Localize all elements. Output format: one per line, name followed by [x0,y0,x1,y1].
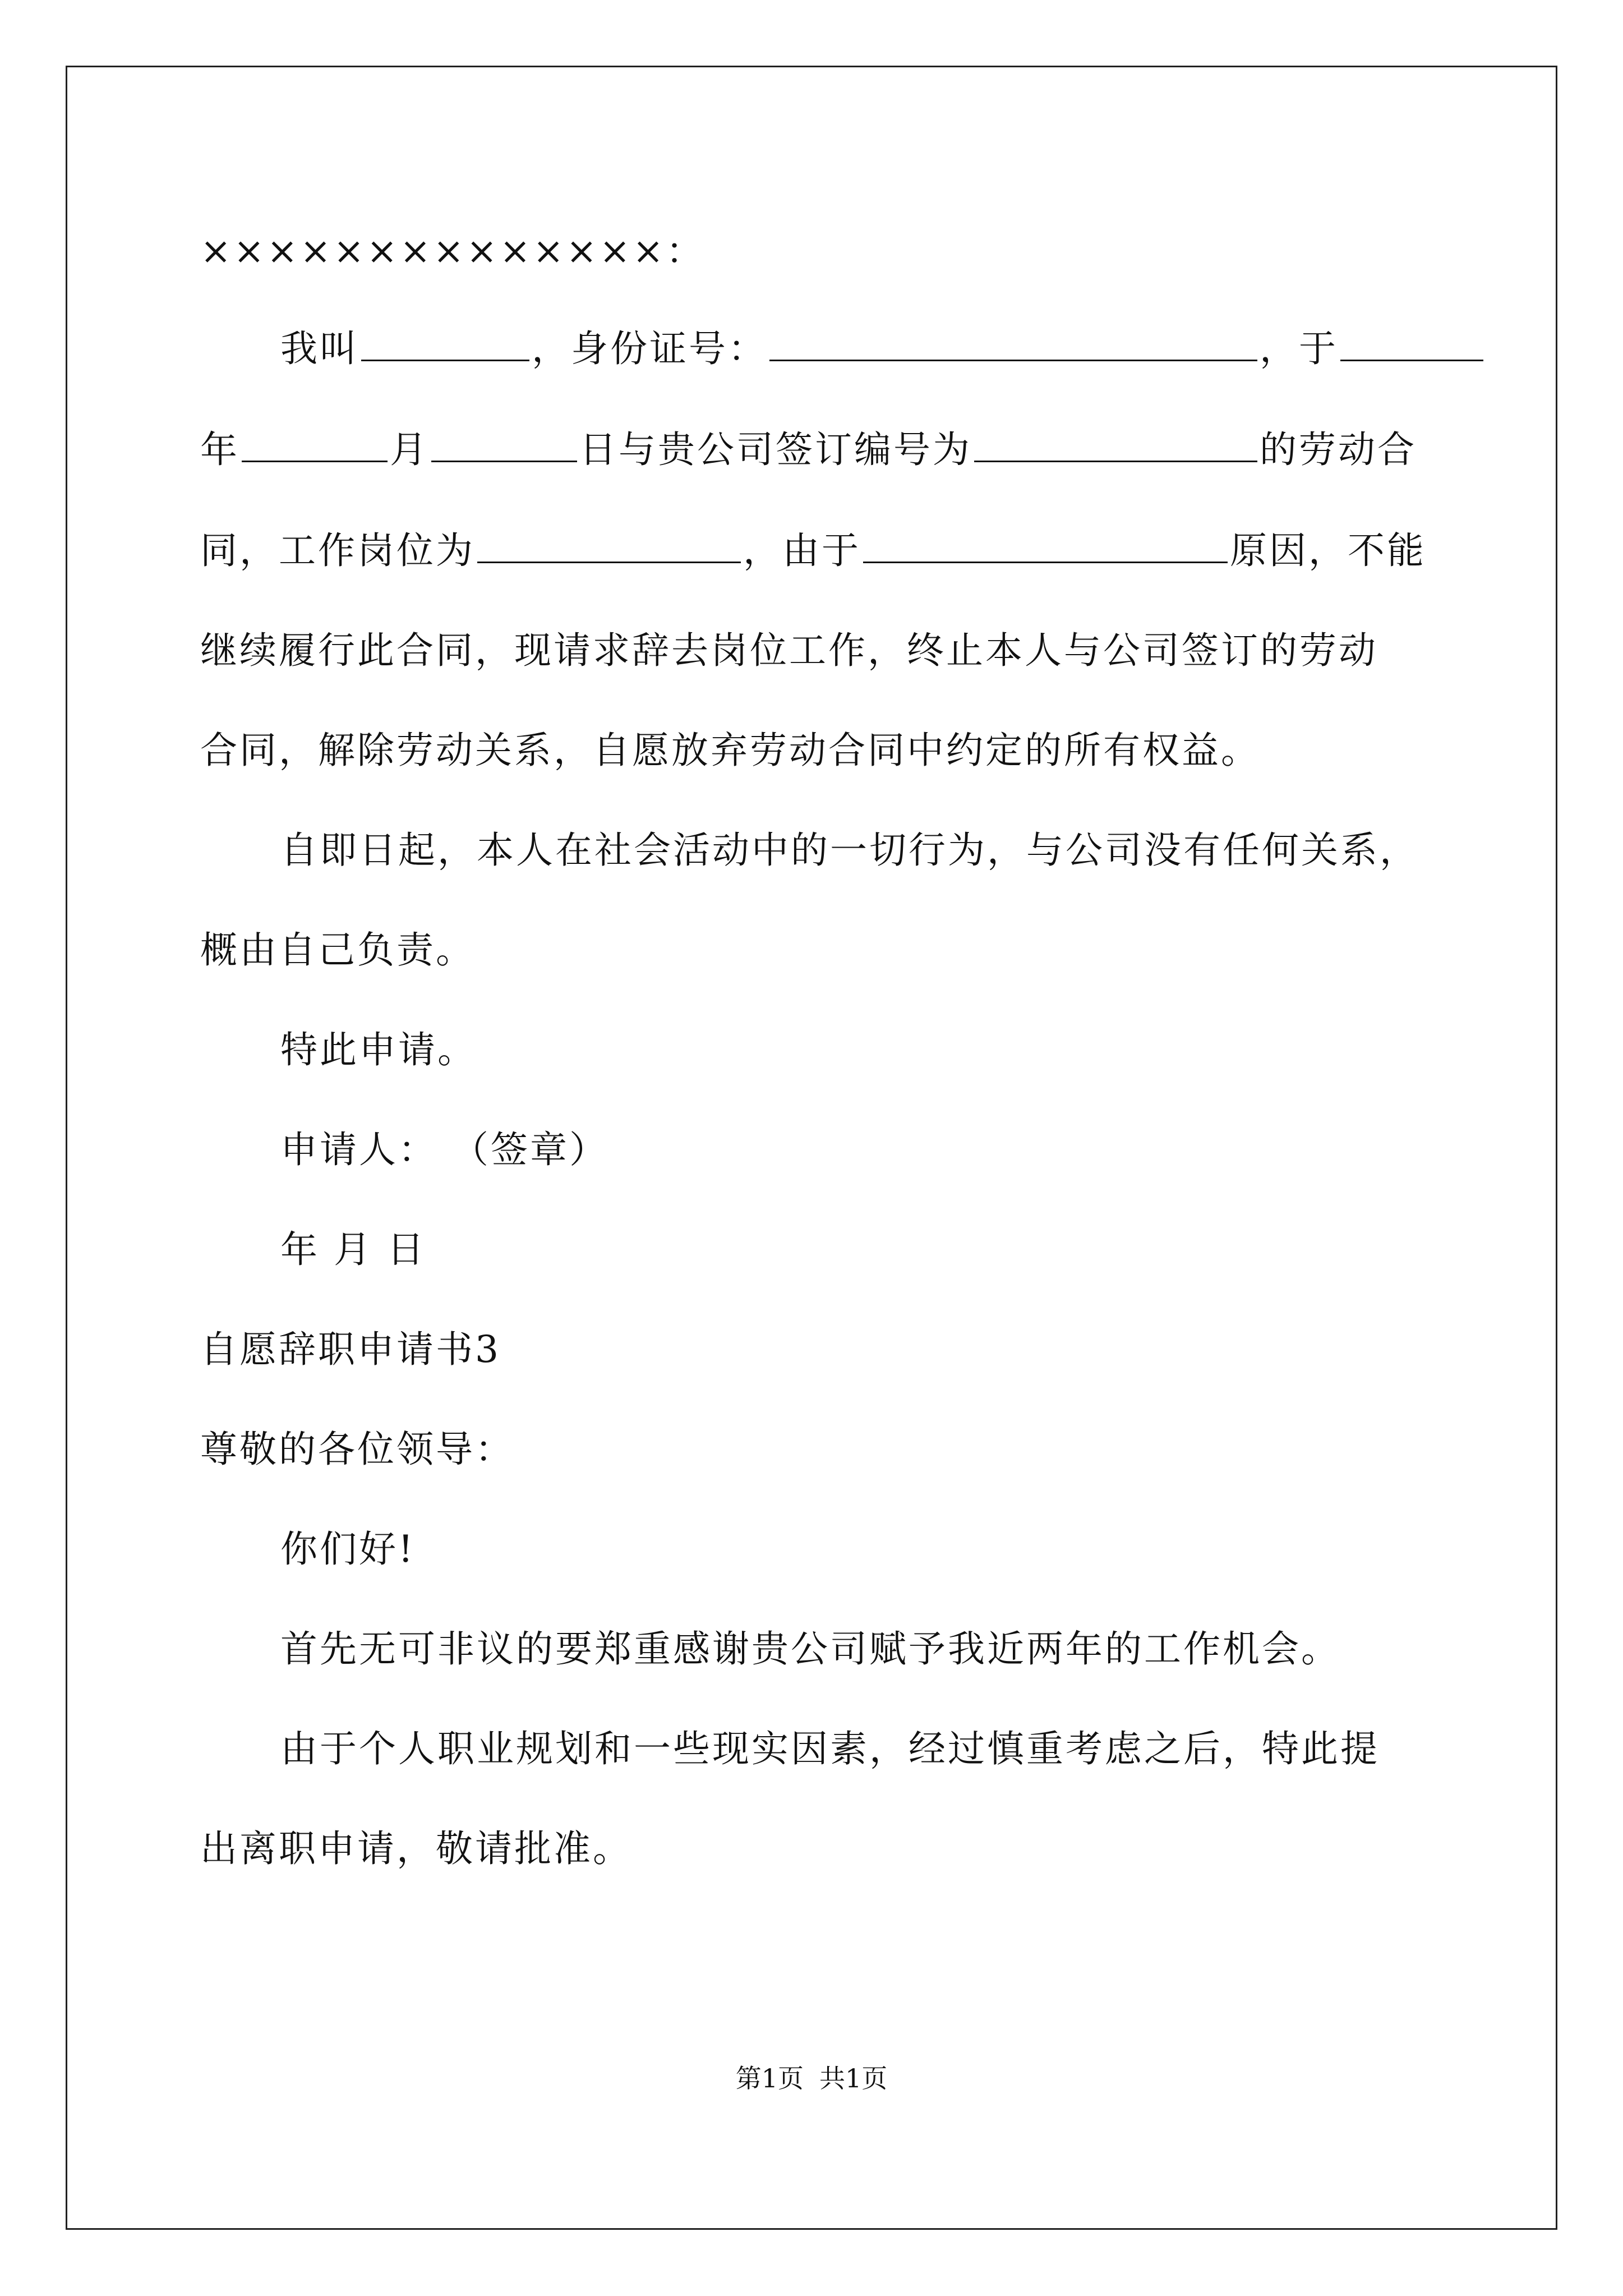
paragraph-line-2 [200,416,1417,484]
text-segment: 我叫 [280,327,359,370]
paragraph-line-8: 特此申请。 [280,1028,477,1071]
paragraph-line-5: 合同，解除劳动关系，自愿放弃劳动合同中约定的所有权益。 [200,729,1260,772]
page-footer [0,2056,1623,2101]
signature-line: 申请人： （签章） [280,1128,608,1171]
paragraph-line-1 [280,315,1486,383]
greeting: 你们好! [280,1527,416,1571]
paragraph-line-11: 首先无可非议的要郑重感谢贵公司赋予我近两年的工作机会。 [280,1627,1340,1671]
salutation-2: 尊敬的各位领导： [200,1428,514,1471]
page-number: 第1页 [735,2063,804,2093]
text-segment: ，于 [1260,327,1338,370]
paragraph-line-12: 由于个人职业规划和一些现实因素，经过慎重考虑之后，特此提 [280,1727,1380,1770]
text-segment: 的劳动合 [1260,428,1417,471]
contract-number-blank[interactable] [974,427,1257,462]
text-segment: 月 [390,428,429,471]
text-segment: ，身份证号： [532,327,767,370]
name-blank[interactable] [361,326,529,361]
id-number-blank[interactable] [769,326,1257,361]
year-blank-2[interactable] [242,427,388,462]
paragraph-line-6: 自即日起，本人在社会活动中的一切行为，与公司没有任何关系， [280,829,1419,872]
text-segment: 年 [200,428,239,471]
reason-blank[interactable] [863,528,1228,563]
paragraph-line-7: 概由自己负责。 [200,928,475,972]
paragraph-line-13: 出离职申请，敬请批准。 [200,1827,632,1870]
month-blank[interactable] [431,427,577,462]
year-blank[interactable] [1340,326,1483,361]
date-line: 年 月 日 [280,1228,426,1271]
position-blank[interactable] [477,528,741,563]
text-segment: 同，工作岗位为 [200,529,475,572]
text-segment: 原因，不能 [1230,529,1426,572]
page-total: 共1页 [819,2063,888,2093]
salutation: ××××××××××××××： [200,229,706,273]
section-title: 自愿辞职申请书3 [200,1328,501,1371]
paragraph-line-3 [200,517,1426,585]
text-segment: 日与贵公司签订编号为 [579,428,972,471]
paragraph-line-4: 继续履行此合同，现请求辞去岗位工作，终止本人与公司签订的劳动 [200,629,1378,672]
text-segment: ，由于 [743,529,861,572]
